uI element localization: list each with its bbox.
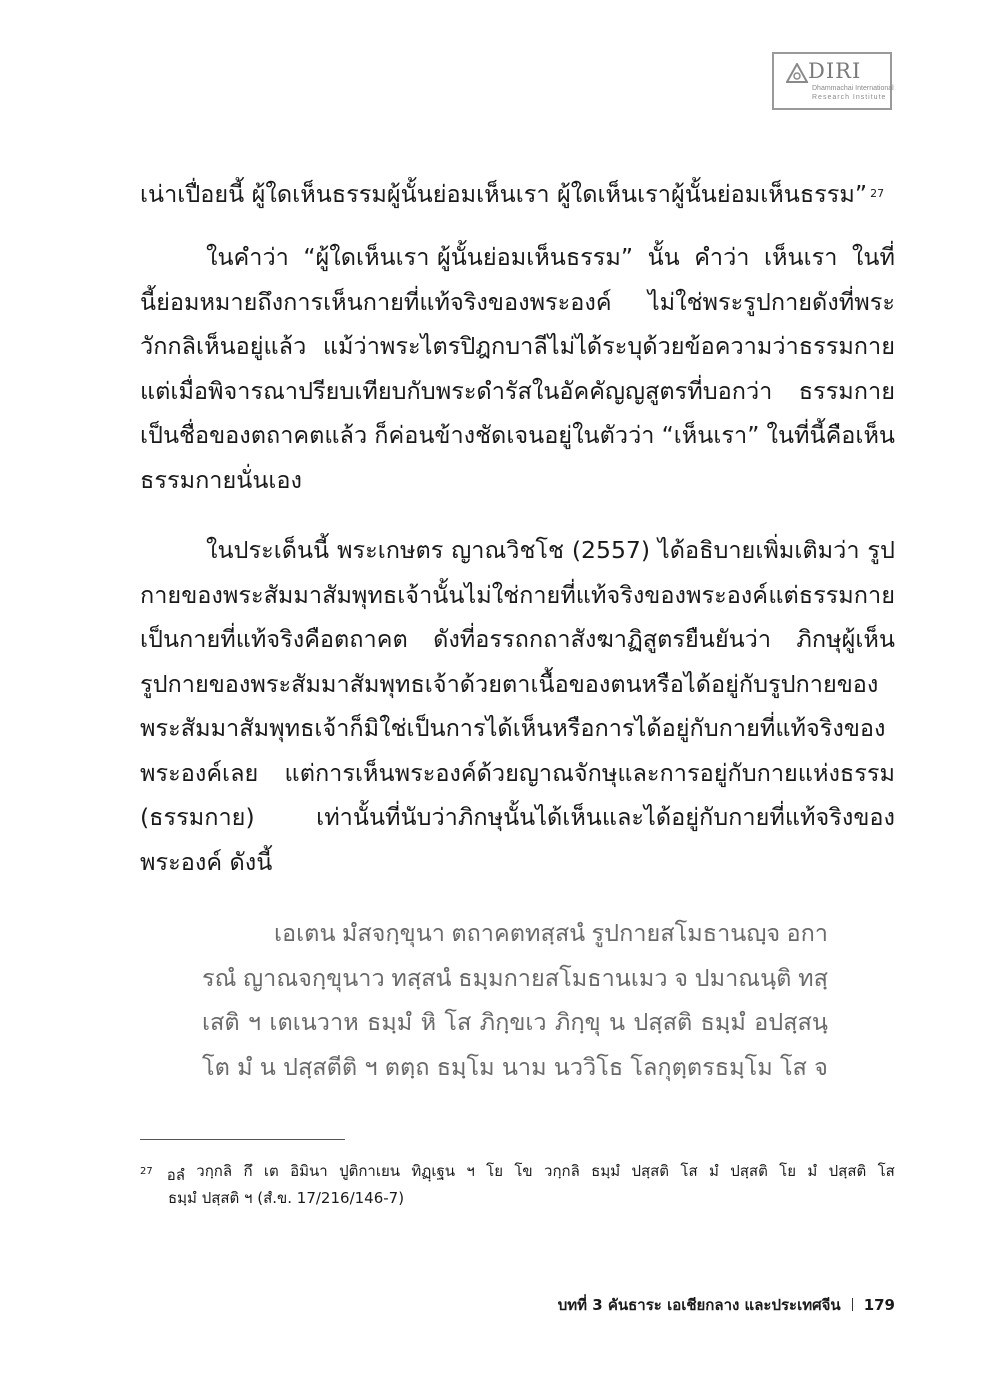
footnote (140, 1158, 895, 1212)
footnote-word: ปูติกาเยน (339, 1162, 400, 1180)
text-line (140, 172, 895, 217)
text-segment: พระองค์เลย (140, 758, 259, 787)
text-segment: ดังนี้ (229, 847, 273, 876)
text-line (140, 706, 895, 751)
footnote-word: โส (877, 1162, 895, 1180)
footnote-word: โย (486, 1162, 503, 1180)
footnote-word: ธมฺมํ (591, 1162, 621, 1180)
text-segment: รูปกายของพระสัมมาสัมพุทธเจ้าด้วยตาเนื้อของตนหรือได้อยู่กับรูปกายของ (140, 669, 879, 698)
footnote-word: ปสฺสติ (631, 1162, 670, 1180)
text-segment: ดังที่อรรถกถาสังฆาฏิสูตรยืนยันว่า (433, 625, 772, 653)
quote-word: ธมฺโม (436, 1052, 495, 1081)
text-line (140, 528, 895, 573)
text-segment: ได้อธิบายเพิ่มเติมว่า (657, 536, 860, 564)
text-segment: ญาณวิชโช (451, 536, 564, 564)
quote-word: เอเตน (274, 919, 336, 947)
logo-name: DIRI (808, 59, 862, 83)
footnote-line (140, 1158, 895, 1185)
text-segment: พระเกษตร (337, 536, 444, 564)
text-segment: ธรรมกายนั่นเอง (140, 465, 303, 494)
text-segment: กายของพระสัมมาสัมพุทธเจ้านั้นไม่ใช่กายที่แท้จริงของพระองค์ (140, 580, 769, 609)
quote-word: จ (674, 963, 688, 992)
footnote-word: ปสฺสติ (828, 1162, 867, 1180)
footnote-word: วกฺกลิ (196, 1162, 233, 1180)
quote-word: โต (202, 1052, 230, 1081)
quote-word: เสติ (202, 1008, 240, 1036)
text-segment: รูป (867, 536, 895, 564)
text-line (140, 280, 895, 325)
text-segment: แม้ว่าพระไตรปิฎกบาลีไม่ได้ระบุด้วยข้อความว่าธรรมกาย (322, 332, 895, 360)
text-segment: ภิกษุผู้เห็น (796, 625, 895, 653)
quote-word: ตตฺถ (384, 1052, 430, 1081)
quote-line (202, 956, 828, 1001)
quote-word: นาม (501, 1052, 547, 1081)
text-segment: (2557) (571, 536, 651, 564)
text-segment: เป็นชื่อของตถาคตแล้ว (140, 421, 368, 449)
footnote-word: ปสฺสติ (730, 1162, 768, 1180)
text-line (140, 324, 895, 369)
quote-word: น (608, 1008, 626, 1036)
text-segment: คำว่า (694, 243, 750, 271)
text-segment: แต่เมื่อพิจารณาปรียบเทียบกับพระดำรัสในอัคคัญญสูตรที่บอกว่า (140, 376, 773, 405)
footnote-number: 27 (140, 1166, 153, 1177)
quote-word: น (259, 1052, 276, 1081)
quote-word: ตถาคตทสฺสนํ (451, 919, 586, 947)
bold-phrase: ผู้ใดเห็นเรา (315, 243, 430, 271)
quote-word: อกา (786, 919, 828, 947)
text-line (140, 751, 895, 796)
quote-word: รณํ (202, 963, 237, 992)
footnote-divider (140, 1139, 345, 1140)
text-line (140, 662, 895, 707)
text-segment: “เห็นเรา” (661, 421, 760, 449)
footnote-line (140, 1185, 895, 1212)
quote-word: โส (444, 1008, 472, 1036)
quote-line (202, 1000, 828, 1045)
quote-word: ญาณจกฺขุนาว (243, 963, 385, 992)
quote-word: ฯ (364, 1052, 378, 1081)
text-segment: นี้ย่อมหมายถึงการเห็นกายที่แท้จริงของพระองค์ (140, 287, 612, 316)
quote-word: ภิกฺขเว (479, 1008, 547, 1036)
text-segment: ในประเด็นนี้ (206, 536, 330, 564)
triangle-logo-icon (786, 63, 808, 83)
footnote-word: มํ (807, 1162, 818, 1180)
text-line (140, 413, 895, 458)
footnote-word: โข (514, 1162, 533, 1180)
quote-word: โลกุตฺตรธมฺโม (630, 1052, 773, 1081)
text-segment: วักกลิเห็นอยู่แล้ว (140, 332, 307, 360)
diri-logo (772, 52, 892, 110)
footnote-word: โย (779, 1162, 797, 1180)
paragraph-1 (140, 235, 895, 502)
page-footer (558, 1293, 895, 1317)
quote-word: เตเนวาห (269, 1008, 359, 1036)
footnote-word: โส (680, 1162, 698, 1180)
text-segment: เน่าเปื่อยนี้ ผู้ใดเห็นธรรมผู้นั้นย่อมเห็นเรา ผู้ใดเห็นเราผู้นั้นย่อมเห็นธรรม” (140, 180, 868, 208)
text-segment: แต่การเห็นพระองค์ด้วยญาณจักษุและการอยู่กับกายแห่งธรรม (284, 758, 895, 787)
quote-word: หิ (420, 1008, 437, 1036)
footnote-word: อลํ (166, 1166, 185, 1184)
quote-word: ภิกฺขุ (554, 1008, 601, 1036)
continuation-text (140, 172, 895, 217)
text-line (140, 573, 895, 618)
pali-quotation (202, 911, 828, 1089)
text-segment: ในที่ (851, 243, 895, 271)
quote-word: อปสฺสนฺ (754, 1008, 828, 1036)
quote-word: ธมฺมกายสโมธานเมว (458, 963, 668, 992)
quote-word: ปสฺสติ (633, 1008, 693, 1036)
quote-word: โส (779, 1052, 807, 1081)
quote-word: นววิโธ (553, 1052, 624, 1081)
text-segment: (ธรรมกาย) (140, 803, 255, 831)
text-segment: พระสัมมาสัมพุทธเจ้าก็มิใช่เป็นการได้เห็นหรือการได้อยู่กับกายที่แท้จริงของ (140, 714, 886, 742)
quote-word: มํ (237, 1052, 253, 1081)
quote-word: จ (814, 1052, 828, 1081)
footnote-word: ฯ (466, 1162, 475, 1180)
quote-word: ธมฺมํ (366, 1008, 413, 1036)
logo-subtitle-2: Research Institute (812, 94, 887, 101)
footnote-word: อิมินา (290, 1162, 328, 1180)
footnote-segment: ธมฺมํ ปสฺสติ ฯ (สํ.ข. 17/216/146-7) (168, 1189, 405, 1207)
text-segment: ก็ค่อนข้างชัดเจนอยู่ในตัวว่า (374, 421, 655, 449)
text-line (140, 617, 895, 662)
quote-word: ทสฺสนํ (391, 963, 452, 992)
page-number: 179 (863, 1296, 895, 1314)
footnote-segment (140, 1158, 185, 1185)
quoted-phrase: ผู้นั้นย่อมเห็นธรรม” (429, 243, 634, 271)
text-line (140, 369, 895, 414)
quote-word: ฯ (247, 1008, 262, 1036)
open-quote: “ (303, 243, 316, 271)
footer-separator (852, 1298, 853, 1311)
text-segment: นั้น (647, 243, 680, 271)
text-segment: เห็นเรา (763, 243, 838, 271)
footnote-word: มํ (708, 1162, 719, 1180)
quote-word: มํสจกฺขุนา (341, 919, 445, 947)
quote-word: ธมฺมํ (700, 1008, 746, 1036)
footnote-word: วกฺกลิ (544, 1162, 580, 1180)
text-segment: เป็นกายที่แท้จริงคือตถาคต (140, 625, 408, 653)
quote-word: ปมาณนฺติ (694, 963, 792, 992)
emphasis-quote (303, 235, 633, 280)
text-segment: เท่านั้นที่นับว่าภิกษุนั้นได้เห็นและได้อยู่กับกายที่แท้จริงของ (316, 803, 895, 831)
logo-subtitle-1: Dhammachai International (812, 85, 894, 92)
footnote-reference: 27 (870, 187, 885, 200)
text-segment: ไม่ใช่พระรูปกายดังที่พระ (647, 287, 895, 316)
quote-word: ทสฺ (798, 963, 828, 992)
quote-line (202, 911, 828, 956)
text-line (140, 795, 895, 840)
chapter-title: บทที่ 3 คันธาระ เอเชียกลาง และประเทศจีน (557, 1296, 841, 1314)
text-segment: ในคำว่า (206, 243, 289, 271)
text-segment: ธรรมกาย (798, 376, 895, 405)
footnote-word: กึ (243, 1162, 253, 1180)
paragraph-2 (140, 528, 895, 884)
quote-line (202, 1045, 828, 1090)
quote-word: ปสฺสตีติ (283, 1052, 358, 1081)
text-line (140, 458, 895, 503)
text-line (140, 840, 895, 885)
text-segment: ในที่นี้คือเห็น (766, 421, 895, 449)
quote-word: รูปกายสโมธานญฺจ (591, 919, 781, 947)
footnote-word: เต (263, 1162, 279, 1180)
text-line (140, 235, 895, 280)
footnote-word: ทิฏฺเฐน (411, 1162, 455, 1180)
text-segment: แต่ธรรมกาย (768, 580, 895, 609)
text-segment: พระองค์ (140, 847, 223, 876)
